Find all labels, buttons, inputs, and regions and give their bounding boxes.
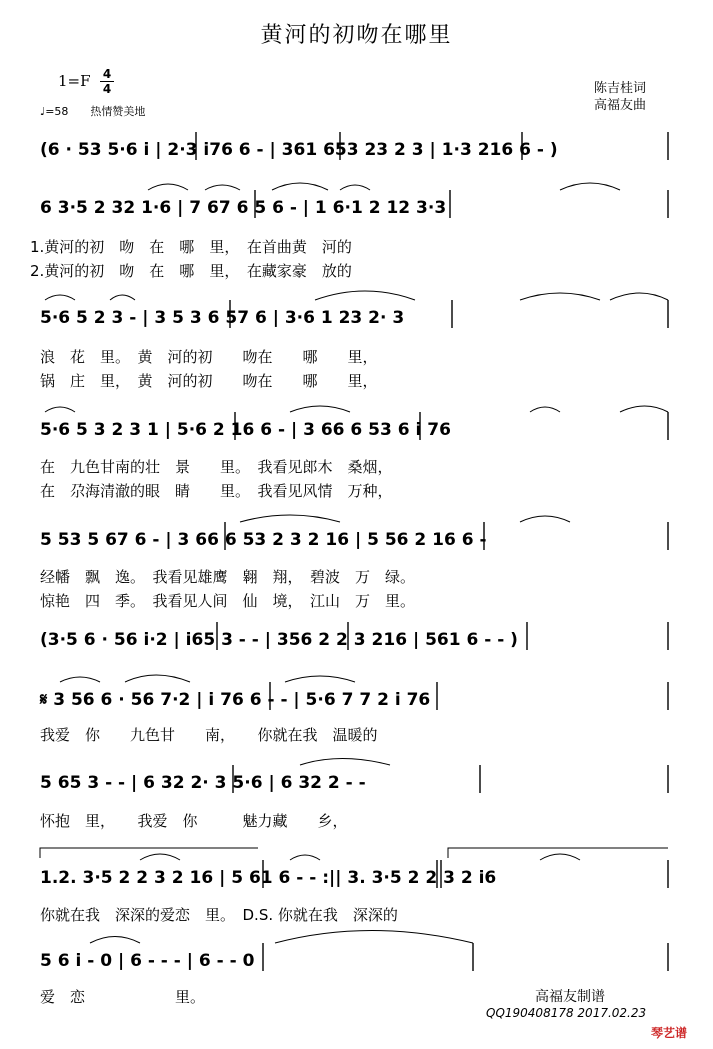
lyric-line: 2.黄河的初 吻 在 哪 里， 在藏家豪 放的 bbox=[30, 262, 352, 280]
lyric-line: 1.黄河的初 吻 在 哪 里， 在首曲黄 河的 bbox=[30, 238, 352, 256]
lyricist: 陈吉桂词 bbox=[594, 81, 647, 96]
lyric-rows bbox=[30, 238, 415, 1006]
notation-line-3: 5·6 5 2 3 - | 3 5 3 6 57 6 | 3·6 1 23 2· 3 bbox=[40, 308, 405, 328]
time-sig-bottom: 4 bbox=[102, 82, 112, 96]
key-signature: 1=F bbox=[58, 72, 91, 90]
notation-line-7: 𝄋 3 56 6 · 56 7·2 | i 76 6 - - | 5·6 7 7 2 i 76 bbox=[40, 690, 431, 710]
transcriber-credit: 高福友制谱 bbox=[535, 989, 605, 1005]
lyric-line: 在 尕海清澈的眼 睛 里。 我看见风情 万种， bbox=[40, 482, 393, 500]
notation-line-1: (6 · 53 5·6 i | 2·3 i76 6 - | 361 653 23 2 3 | 1·3 216 6 - ) bbox=[40, 140, 558, 160]
notation-line-5: 5 53 5 67 6 - | 3 66 6 53 2 3 2 16 | 5 56 2 16 6 - bbox=[40, 530, 487, 550]
lyric-line: 你就在我 深深的爱恋 里。 D.S. 你就在我 深深的 bbox=[40, 906, 398, 924]
lyric-line: 锅 庄 里， 黄 河的初 吻在 哪 里， bbox=[40, 372, 378, 390]
composer: 高福友曲 bbox=[594, 98, 647, 113]
notation-line-6: (3·5 6 · 56 i·2 | i65 3 - - | 356 2 2 3 216 | 561 6 - - ) bbox=[40, 630, 518, 650]
notation-line-8: 5 65 3 - - | 6 32 2· 3 5·6 | 6 32 2 - - bbox=[40, 773, 366, 793]
lyric-line: 我爱 你 九色甘 南， 你就在我 温暖的 bbox=[40, 726, 378, 744]
site-logo: 琴艺谱 bbox=[651, 1026, 688, 1040]
lyric-line: 惊艳 四 季。 我看见人间 仙 境， 江山 万 里。 bbox=[40, 592, 416, 610]
lyric-line: 浪 花 里。 黄 河的初 吻在 哪 里， bbox=[40, 348, 378, 366]
time-sig-top: 4 bbox=[102, 67, 112, 81]
tempo-marking: ♩=58 热情赞美地 bbox=[40, 105, 146, 118]
notation-line-4: 5·6 5 3 2 3 1 | 5·6 2 16 6 - | 3 66 6 53 6 i 76 bbox=[40, 420, 451, 440]
barlines bbox=[196, 132, 668, 971]
lyric-line: 爱 恋 里。 bbox=[40, 988, 206, 1006]
notation-line-10: 5 6 i - 0 | 6 - - - | 6 - - 0 bbox=[40, 951, 255, 971]
lyric-line: 在 九色甘南的壮 景 里。 我看见郎木 桑烟， bbox=[40, 458, 393, 476]
lyric-line: 怀抱 里， 我爱 你 魅力藏 乡， bbox=[40, 812, 348, 830]
lyric-line: 经幡 飘 逸。 我看见雄鹰 翱 翔， 碧波 万 绿。 bbox=[40, 568, 416, 586]
contact-date: QQ190408178 2017.02.23 bbox=[486, 1006, 647, 1020]
notation-line-9: 1.2. 3·5 2 2 3 2 16 | 5 61 6 - - :|| 3. 3·5 2 2 3 2 i6 bbox=[40, 868, 497, 888]
notation-line-2: 6 3·5 2 32 1·6 | 7 67 6 5 6 - | 1 6·1 2 12 3·3 bbox=[40, 198, 447, 218]
page-title: 黄河的初吻在哪里 bbox=[260, 23, 453, 48]
